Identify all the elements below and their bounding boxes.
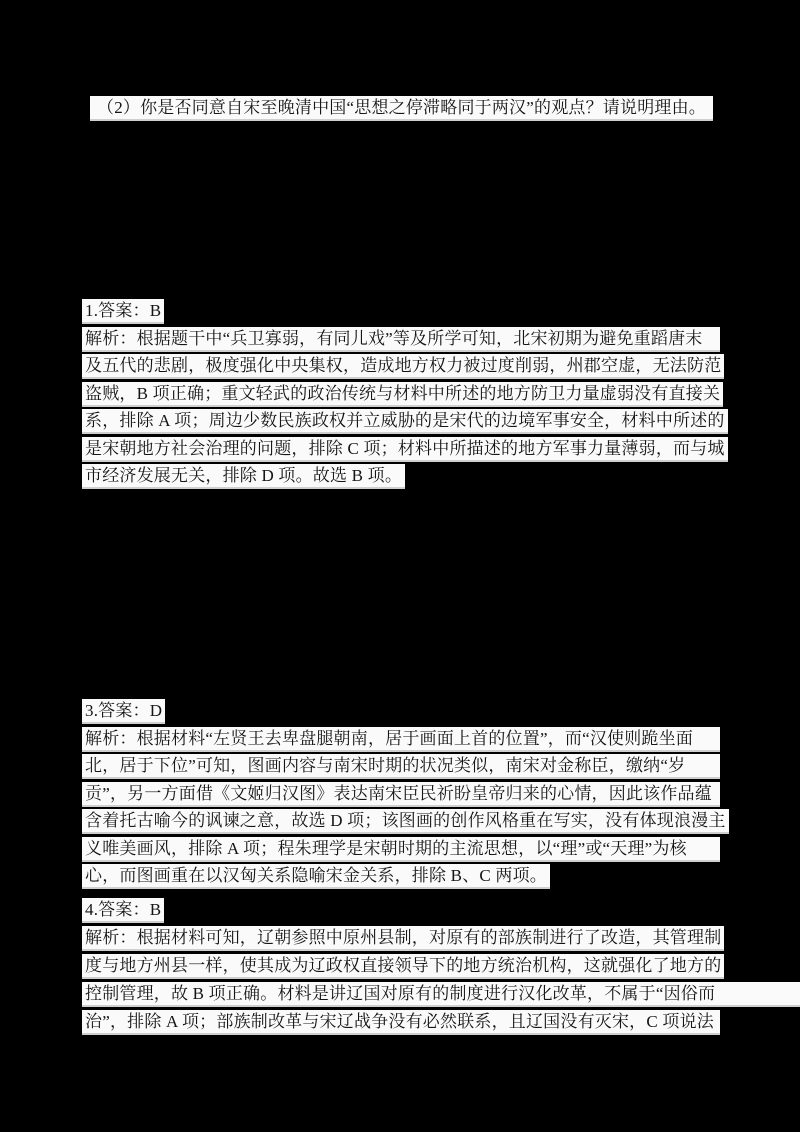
answer-4-label: 4.答案：B — [82, 898, 164, 923]
answer-block-4 — [82, 898, 800, 1038]
answer-3-analysis-line: 义唯美画风，排除 A 项；程朱理学是宋朝时期的主流思想，以“理”或“天理”为核 — [82, 837, 720, 862]
answer-4-analysis-line: 治”，排除 A 项；部族制改革与宋辽战争没有必然联系，且辽国没有灭宋，C 项说法 — [82, 1010, 720, 1035]
answer-1-analysis-line: 系，排除 A 项；周边少数民族政权并立威胁的是宋代的边境军事安全，材料中所述的 — [82, 409, 728, 434]
answer-3-analysis-line: 北，居于下位”可知，图画内容与南宋时期的状况类似，南宋对金称臣，缴纳“岁 — [82, 754, 720, 779]
answer-block-1 — [82, 299, 728, 492]
answer-block-3 — [82, 699, 729, 892]
answer-3-analysis-line: 心，而图画重在以汉匈关系隐喻宋金关系，排除 B、C 两项。 — [82, 864, 550, 889]
answer-3-analysis-line: 解析：根据材料“左贤王去卑盘腿朝南，居于画面上首的位置”，而“汉使则跪坐面 — [82, 727, 720, 752]
answer-1-analysis-line: 是宋朝地方社会治理的问题，排除 C 项；材料中所描述的地方军事力量薄弱，而与城 — [82, 437, 728, 462]
answer-3-analysis-line: 贡”，另一方面借《文姬归汉图》表达南宋臣民祈盼皇帝归来的心情，因此该作品蕴 — [82, 782, 720, 807]
answer-1-analysis-line: 盗贼，B 项正确；重文轻武的政治传统与材料中所述的地方防卫力量虚弱没有直接关 — [82, 382, 723, 407]
answer-4-analysis-line: 解析：根据材料可知，辽朝参照中原州县制，对原有的部族制进行了改造，其管理制 — [82, 926, 724, 951]
question-line: （2）你是否同意自宋至晚清中国“思想之停滞略同于两汉”的观点？请说明理由。 — [90, 96, 713, 121]
answer-3-label: 3.答案：D — [82, 699, 165, 724]
answer-4-analysis-line: 度与地方州县一样，使其成为辽政权直接领导下的地方统治机构，这就强化了地方的 — [82, 954, 724, 979]
answer-3-analysis-line: 含着托古喻今的讽谏之意，故选 D 项；该图画的创作风格重在写实，没有体现浪漫主 — [82, 809, 729, 834]
answer-4-analysis-line: 控制管理，故 B 项正确。材料是讲辽国对原有的制度进行汉化改革，不属于“因俗而 — [82, 982, 800, 1007]
answer-1-label: 1.答案：B — [82, 299, 164, 324]
answer-1-analysis-line: 解析：根据题干中“兵卫寡弱，有同儿戏”等及所学可知，北宋初期为避免重蹈唐末 — [82, 327, 720, 352]
answer-1-analysis-line: 市经济发展无关，排除 D 项。故选 B 项。 — [82, 464, 405, 489]
answer-1-analysis-line: 及五代的悲剧，极度强化中央集权，造成地方权力被过度削弱，州郡空虚，无法防范 — [82, 354, 724, 379]
